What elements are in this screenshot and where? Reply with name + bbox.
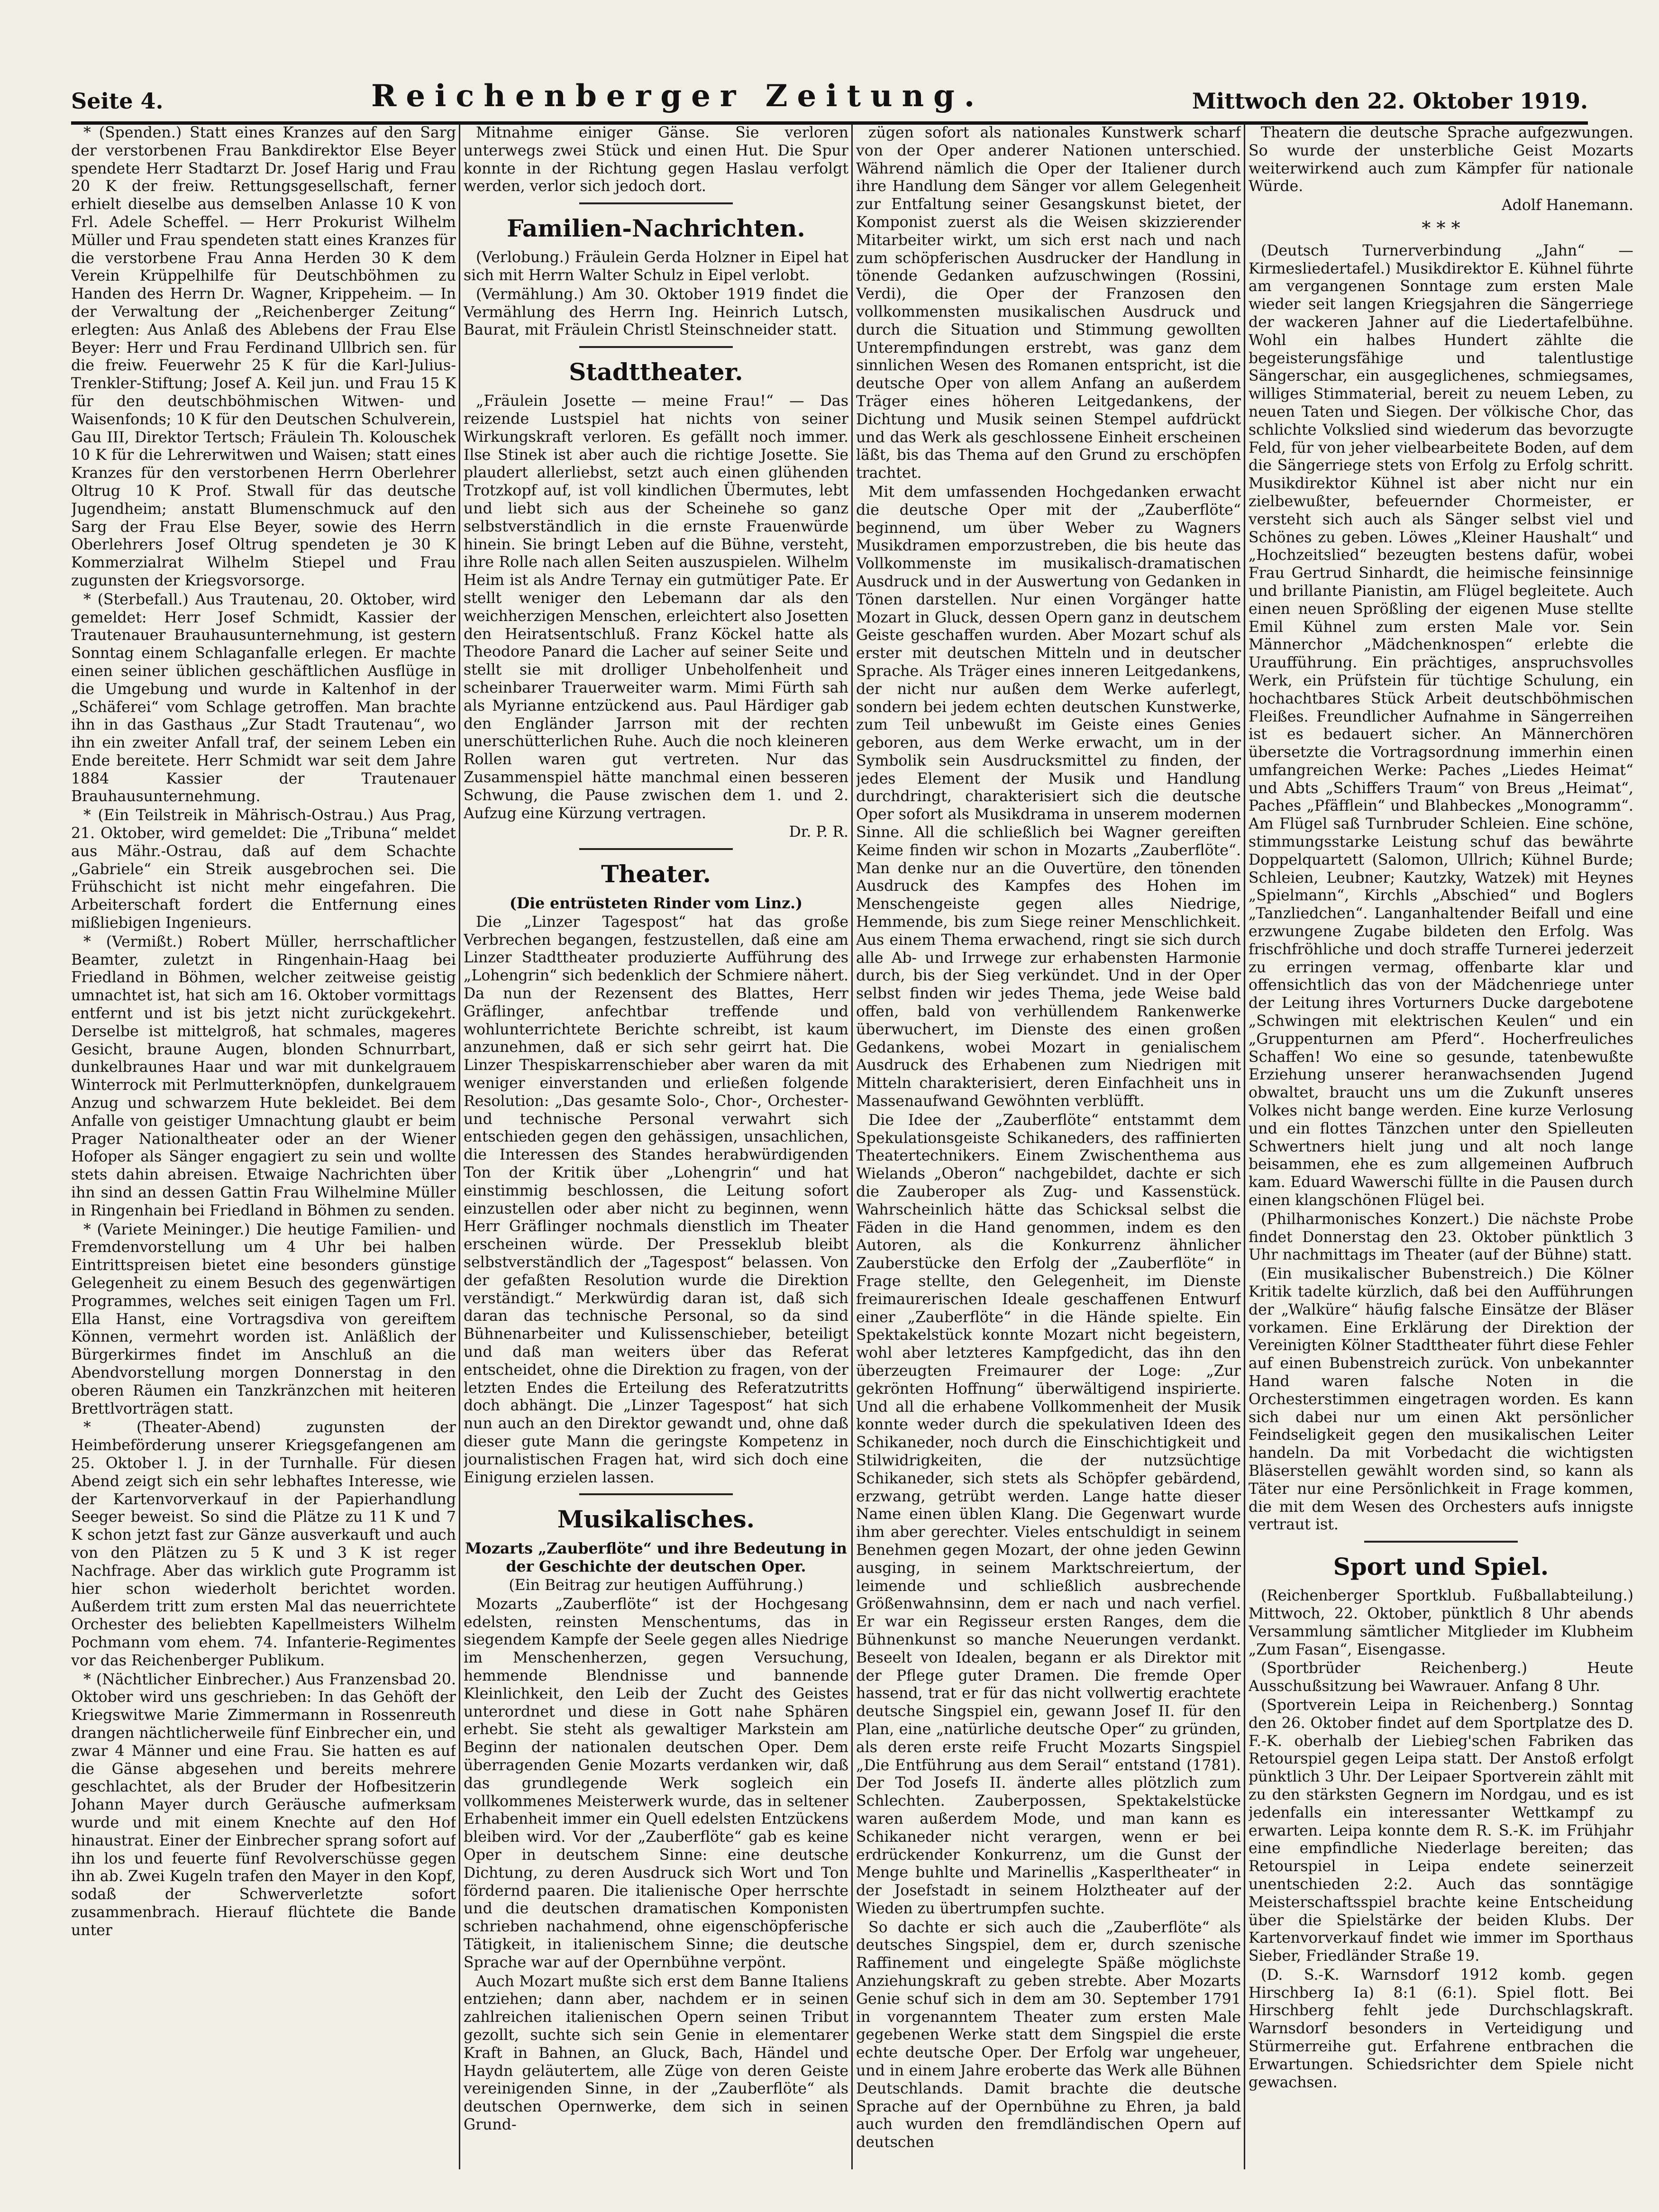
columns	[71, 124, 1633, 2169]
news-item: * (Variete Meininger.) Die heutige Familien- und Fremdenvorstellung um 4 Uhr bei halben Eintrittspreisen bietet eine besonders günstige Gelegenheit zu einem Besuch des gegenwärtigen Programmes, welches seit einigen Tagen um Frl. Ella Hanst, eine Vortragsdiva von gereiftem Können, vermehrt worden ist. Anläßlich der Bürgerkirmes findet im Anschluß an die Abendvorstellung morgen Donnerstag in den oberen Räumen ein Tanzkränzchen mit heiteren Brettlvorträgen statt.	[71, 1221, 456, 1417]
column-rule	[851, 124, 853, 2169]
issue-date: Mittwoch den 22. Oktober 1919.	[1192, 88, 1588, 114]
article-text: So dachte er sich auch die „Zauberflöte“ als deutsches Singspiel, dem er, durch szenische Raffinement und eingelegte Späße möglichste Anziehungskraft zu geben strebte. Aber Mozarts Genie schuf sich in dem am 30. September 1791 in vorgenanntem Theater zum ersten Male gegebenen Werke statt dem Singspiel die erste echte deutsche Oper. Der Erfolg war ungeheuer, und in einem Jahre eroberte das Werk alle Bühnen Deutschlands. Damit brachte die deutsche Sprache auf der Opernbühne zu Ehren, ja bald auch wurden den fremdländischen Opern auf deutschen	[856, 1919, 1241, 2151]
column-2	[464, 124, 848, 2169]
column-rule	[1244, 124, 1245, 2169]
article-subheading-note: (Ein Beitrag zur heutigen Aufführung.)	[509, 1576, 803, 1594]
news-item: (Philharmonisches Konzert.) Die nächste Probe findet Donnerstag den 23. Oktober pünktlich 3 Uhr nachmittags im Theater (auf der Bühne) statt.	[1249, 1210, 1633, 1264]
review-text: „Fräulein Josette — meine Frau!“ — Das reizende Lustspiel hat nichts von seiner Wirkungskraft verloren. Es gefällt noch immer. Ilse Stinek ist aber auch die richtige Josette. Sie plaudert allerliebst, setzt auch einen glühenden Trotzkopf auf, ist voll kindlichen Übermutes, lebt und liebt sich aus der Scheinehe so ganz selbstverständlich in die ernste Frauenwürde hinein. Sie bringt Leben auf die Bühne, versteht, ihre Rolle nach allen Seiten auszuspielen. Wilhelm Heim ist als Andre Ternay ein gutmütiger Pate. Er stellt weniger den Lebemann dar als den weichherzigen Menschen, erleichtert also Josetten den Heiratsentschluß. Franz Köckel hatte als Theodore Panard die Lacher auf seiner Seite und stellt sie mit drolliger Unbeholfenheit und scheinbarer Trauerweiter warm. Mimi Fürth sah als Myrianne entzückend aus. Paul Härdiger gab den Engländer Jarrson mit der rechten unerschütterlichen Ruhe. Auch die noch kleineren Rollen waren gut vertreten. Nur das Zusammenspiel hätte manchmal einen besseren Schwung, die Pause zwischen dem 1. und 2. Aufzug eine Kürzung vertragen.	[464, 393, 848, 822]
column-4	[1249, 124, 1633, 2169]
section-heading-sport: Sport und Spiel.	[1333, 1553, 1549, 1581]
family-item: (Vermählung.) Am 30. Oktober 1919 findet die Vermählung des Herrn Ing. Heinrich Lutsch, Baurat, mit Fräulein Christl Steinschneider statt.	[464, 285, 848, 339]
continued-text: Theatern die deutsche Sprache aufgezwungen. So wurde der unsterbliche Geist Mozarts weiterwirkend auch zum Kämpfer für nationale Würde.	[1249, 124, 1633, 195]
news-item: * (Theater-Abend) zugunsten der Heimbeförderung unserer Kriegsgefangenen am 25. Oktober l. J. in der Turnhalle. Für diesen Abend zeigt sich ein sehr lebhaftes Interesse, wie der Kartenvorverkauf in der Papierhandlung Seeger beweist. So sind die Plätze zu 11 K und 7 K schon jetzt fast zur Gänze ausverkauft und auch von den Plätzen zu 5 K und 3 K ist reger Nachfrage. Aber das wirklich gute Programm ist hier schon wiederholt berichtet worden. Außerdem tritt zum ersten Mal das neuerrichtete Orchester des beliebten Kapellmeisters Wilhelm Pochmann vom ehem. 74. Infanterie-Regimentes vor das Reichenberger Publikum.	[71, 1419, 456, 1669]
masthead: Reichenberger Zeitung.	[371, 78, 984, 114]
page-header	[71, 71, 1588, 125]
news-item: * (Sterbefall.) Aus Trautenau, 20. Oktober, wird gemeldet: Herr Josef Schmidt, Kassier der Trautenauer Brauhausunternehmung, ist gestern Sonntag einem Schlaganfalle erlegen. Er machte einen seiner üblichen geschäftlichen Ausflüge in die Umgebung und wurde in Kaltenhof in der „Schäferei“ vom Schlage getroffen. Man brachte ihn in das Gasthaus „Zur Stadt Trautenau“, wo ihn ein zweiter Anfall traf, der seinem Leben ein Ende bereitete. Herr Schmidt war seit dem Jahre 1884 Kassier der Trautenauer Brauhausunternehmung.	[71, 591, 456, 805]
news-item: (Deutsch Turnerverbindung „Jahn“ — Kirmesliedertafel.) Musikdirektor E. Kühnel führte am vergangenen Sonntage zum ersten Male wieder seit langen Kriegsjahren die Sängerriege der wackeren Jahner auf die Liedertafelbühne. Wohl ein halbes Hundert zählte die begeisterungsfähige und talentlustige Sängerschar, ein ausgeglichenes, schmiegsames, williges Stimmaterial, bereit zu neuem Leben, zu neuen Taten und Siegen. Der völkische Chor, das schlichte Volkslied sind wiederum das bevorzugte Feld, für von jeher vielbearbeitete Boden, auf dem die Sängerriege stets von Erfolg zu Erfolg schritt. Musikdirektor Kühnel ist aber nicht nur ein zielbewußter, befeuernder Chormeister, er versteht sich auch als Sänger selbst viel und Schönes zu geben. Löwes „Kleiner Haushalt“ und „Hochzeitslied“ bezeugten bestens dafür, wobei Frau Gertrud Sinhardt, die heimische feinsinnige und brillante Pianistin, am Flügel begleitete. Auch einen neuen Sprößling der eigenen Muse stellte Emil Kühnel zum ersten Male vor. Sein Männerchor „Mädchenknospen“ erlebte die Uraufführung. Ein prächtiges, anspruchsvolles Werk, ein Prüfstein für tüchtige Schulung, ein hochachtbares Stück Arbeit deutschböhmischen Fleißes. Freundlicher Aufnahme in Sängerreihen ist es bedauert sicher. An Männerchören übersetzte die Vortragsordnung immerhin einen umfangreichen Werke: Paches „Liedes Heimat“ und Abts „Schiffers Traum“ von Breus „Heimat“, Paches „Pfäfflein“ und Blahbeckes „Monogramm“. Am Flügel saß Turnbruder Schleien. Eine schöne, stimmungsstarke Leistung schuf das bewährte Doppelquartett (Salomon, Ullrich; Kühnel Burde; Schleien, Leubner; Kautzky, Watzek) mit Heynes „Spielmann“, Kirchls „Abschied“ und Boglers „Tanzliedchen“. Langanhaltender Beifall und eine erzwungene Zugabe bildeten den Erfolg. Was frischfröhliche und doch straffe Turnerei jederzeit zu erringen vermag, offenbarte klar und offensichtlich das von der Mädchenriege unter der Leitung ihres Vorturners Ducke dargebotene „Schwingen mit elektrischen Keulen“ und ein „Gruppenturnen am Pferd“. Hocherfreuliches Schaffen! Wo eine so gesunde, tatenbewußte Erziehung unserer heranwachsenden Jugend obwaltet, braucht uns um die Zukunft unseres Volkes nicht bange werden. Eine kurze Verlosung und ein flottes Tänzchen unter den Spielleuten Schwertners hielt jung und alt noch lange beisammen, ehe es zum allgemeinen Aufbruch kam. Eduard Wawerschi füllte in die Pausen durch einen klangschönen Flügel bei.	[1249, 242, 1633, 1209]
article-text: zügen sofort als nationales Kunstwerk scharf von der Oper anderer Nationen unterschied. Während nämlich die Oper der Italiener durch ihre Handlung dem Sänger vor allem Gelegenheit zur Entfaltung seiner Gesangskunst bietet, der Komponist zuerst als die Weisen skizzierender Mitarbeiter wirkt, um sich erst nach und nach zum schöpferischen Ausdrucker der Handlung in tönende Gedanken aufzuschwingen (Rossini, Verdi), die Oper der Franzosen den vollkommensten musikalischen Ausdruck und durch die Situation und Stimmung gewollten Unterempfindungen erstrebt, was ganz dem sinnlichen Wesen des Romanen entspricht, ist die deutsche Oper von allem Anfang an außerdem Träger eines höheren Leitgedankens, der Dichtung und Musik seinen Stempel aufdrückt und das Werk als geschlossene Einheit erscheinen läßt, bis das Thema auf den Grund zu erschöpfen trachtet.	[856, 124, 1241, 482]
news-item: * (Spenden.) Statt eines Kranzes auf den Sarg der verstorbenen Frau Bankdirektor Else Beyer spendete Herr Stadtarzt Dr. Josef Harig und Frau 20 K der freiw. Rettungsgesellschaft, ferner erhielt dieselbe aus demselben Anlasse 10 K von Frl. Adele Scheffel. — Herr Prokurist Wilhelm Müller und Frau spendeten statt eines Kranzes für die verstorbene Frau Anna Herden 30 K dem Verein Krüppelhilfe für Deutschböhmen zu Handen des Herrn Dr. Wagner, Krippeheim. — In der Verwaltung der „Reichenberger Zeitung“ erlegten: Aus Anlaß des Ablebens der Frau Else Beyer: Herr und Frau Ferdinand Ullbrich sen. für die freiw. Feuerwehr 25 K für die Karl-Julius-Trenkler-Stiftung; Josef A. Keil jun. und Frau 15 K für den deutschböhmischen Witwen- und Waisenfonds; 10 K für den Deutschen Schulverein, Gau III, Direktor Tertsch; Fräulein Th. Kolouschek 10 K für die Lehrerwitwen und Waisen; statt eines Kranzes für den verstorbenen Herrn Oberlehrer Oltrug 10 K Prof. Stwall für das deutsche Jugendheim; anstatt Blumenschmuck auf den Sarg der Frau Else Beyer, sowie des Herrn Oberlehrers Josef Oltrug spendeten je 30 K Kommerzialrat Wilhelm Stiepel und Frau zugunsten der Kriegsvorsorge.	[71, 124, 456, 589]
section-heading-music: Musikalisches.	[557, 1505, 755, 1534]
article-text: Auch Mozart mußte sich erst dem Banne Italiens entziehen; dann aber, nachdem er in seinen zahlreichen italienischen Opern seinen Tribut gezollt, suchte sich sein Genie in elementarer Kraft in Bahnen, an Gluck, Bach, Händel und Haydn geläutertem, alle Züge von deren Geiste vereinigenden Sinne, in der „Zauberflöte“ als deutschen Opernwerke, dem sich in seinen Grund-	[464, 1973, 848, 2133]
sport-item: (Sportbrüder Reichenberg.) Heute Ausschußsitzung bei Wawrauer. Anfang 8 Uhr.	[1249, 1660, 1633, 1695]
article-text: Die „Linzer Tagespost“ hat das große Verbrechen begangen, festzustellen, daß eine am Linzer Stadttheater produzierte Aufführung des „Lohengrin“ sich bedenklich der Schmiere nähert. Da nun der Rezensent des Blattes, Herr Gräflinger, anfechtbar treffende und wohlunterrichtete Berichte schreibt, ist kaum anzunehmen, daß er sich sehr geirrt hat. Die Linzer Thespiskarrenschieber aber waren da mit weniger einverstanden und erließen folgende Resolution: „Das gesamte Solo-, Chor-, Orchester- und technische Personal verwahrt sich entschieden gegen den gehässigen, unsachlichen, die Interessen des Standes herabwürdigenden Ton der Kritik über „Lohengrin“ und hat einstimmig beschlossen, die Leitung sofort einzustellen oder aber nicht zu beginnen, wenn Herr Gräflinger nochmals dienstlich im Theater erscheinen würde. Der Presseklub bleibt selbstverständlich der „Tagespost“ belassen. Von der gefaßten Resolution wurde die Direktion verständigt.“ Merkwürdig daran ist, daß sich daran das technische Personal, so da sind Bühnenarbeiter und Kulissenschieber, beteiligt und daß man weiters über das Referat entscheidet, ohne die Direktion zu fragen, von der letzten Endes die Erteilung des Referatzutritts doch abhängt. Die „Linzer Tagespost“ hat sich nun auch an den Direktor gewandt und, ohne daß dieser gute Mann die geringste Kompetenz in journalistischen Fragen hat, wird sich doch eine Einigung erzielen lassen.	[464, 913, 848, 1486]
asterism: * * *	[1422, 217, 1460, 238]
sport-item: (Sportverein Leipa in Reichenberg.) Sonntag den 26. Oktober findet auf dem Sportplatze des D. F.-K. oberhalb der Liebieg'schen Fabriken das Retourspiel gegen Leipa statt. Der Anstoß erfolgt pünktlich 3 Uhr. Der Leipaer Sportverein zählt mit zu den stärksten Gegnern im Nordgau, und es ist jedenfalls ein interessanter Wettkampf zu erwarten. Leipa konnte dem R. S.-K. im Frühjahr eine empfindliche Niederlage bereiten; das Retourspiel in Leipa endete seinerzeit unentschieden 2:2. Auch das sonntägige Meisterschaftsspiel brachte keine Entscheidung über die Spielstärke der beiden Klubs. Der Kartenvorverkauf findet wie immer im Sporthaus Sieber, Friedländer Straße 19.	[1249, 1696, 1633, 1965]
author-signature: Dr. P. R.	[789, 823, 848, 841]
section-heading-stadttheater: Stadttheater.	[569, 358, 743, 386]
section-divider	[579, 346, 733, 348]
column-1	[71, 124, 456, 2169]
news-item: * (Ein Teilstreik in Mährisch-Ostrau.) Aus Prag, 21. Oktober, wird gemeldet: Die „Tribuna“ meldet aus Mähr.-Ostrau, daß auf dem Schachte „Gabriele“ ein Streik ausgebrochen sei. Die Frühschicht ist nicht mehr eingefahren. Die Arbeiterschaft fordert die Entfernung eines mißliebigen Ingenieurs.	[71, 807, 456, 932]
news-item: (Ein musikalischer Bubenstreich.) Die Kölner Kritik tadelte kürzlich, daß bei den Aufführungen der „Walküre“ häufig falsche Einsätze der Bläser vorkamen. Eine Erklärung der Direktion der Vereinigten Kölner Stadttheater führt diese Fehler auf einen Bubenstreich zurück. Von unbekannter Hand waren falsche Noten in die Orchesterstimmen eingetragen worden. Es kann sich dabei nur um einen Akt persönlicher Feindseligkeit gegen den musikalischen Leiter handeln. Da mit Vorbedacht die wichtigsten Bläserstellen gewählt worden sind, so kann als Täter nur eine Persönlichkeit in Frage kommen, die mit dem Wesen des Orchesters aufs innigste vertraut ist.	[1249, 1265, 1633, 1534]
section-heading-theater: Theater.	[601, 860, 711, 888]
author-signature: Adolf Hanemann.	[1501, 197, 1633, 214]
article-text: Die Idee der „Zauberflöte“ entstammt dem Spekulationsgeiste Schikaneders, des raffinierten Theatertechnikers. Einem Zwischenthema aus Wielands „Oberon“ nachgebildet, dachte er sich die Zauberoper als Zug- und Kassenstück. Wahrscheinlich hätte das Schicksal selbst die Fäden in die Hand genommen, indem es den Autoren, als die Konkurrenz ähnlicher Zauberstücke den Erfolg der „Zauberflöte“ in Frage stellte, den Gelegenheit, im Dienste freimaurerischen Ideale geschaffenen Entwurf einer „Zauberflöte“ in die Hände spielte. Ein Spektakelstück konnte Mozart nicht begeistern, wohl aber letzteres Kampfgedicht, das ihn den überzeugten Freimaurer der Loge: „Zur gekrönten Hoffnung“ überwältigend inspirierte. Und all die erhabene Vollkommenheit der Musik konnte weder durch die spekulativen Ideen des Schikaneder, noch durch die Einschichtigkeit und Stilwidrigkeiten, die der nutzsüchtige Schikaneder, sich stets als Schöpfer gebärdend, erzwang, getrübt werden. Lange hatte dieser Name einen üblen Klang. Die Gegenwart wurde ihm aber gerechter. Vieles entschuldigt in seinem Benehmen gegen Mozart, der ohne jeden Gewinn ausging, in seinem Marktschreiertum, der leimende und schließlich ausbrechende Größenwahnsinn, dem er nach und nach verfiel. Er war ein Regisseur ersten Ranges, dem die Bühnenkunst so manche Neuerungen verdankt. Beseelt von Idealen, begann er als Direktor mit der Pflege guter Dramen. Die fremde Oper hassend, trat er für das nicht vollwertig erachtete deutsche Singspiel ein, gewann Josef II. für den Plan, eine „natürliche deutsche Oper“ zu gründen, als deren erste reife Frucht Mozarts Singspiel „Die Entführung aus dem Serail“ entstand (1781). Der Tod Josefs II. änderte alles plötzlich zum Schlechten. Zauberpossen, Spektakelstücke waren außerdem Mode, und man kann es Schikaneder nicht verargen, wenn er bei erdrückender Konkurrenz, um die Gunst der Menge buhlte und Marinellis „Kasperltheater“ in der Josefstadt in seinem Holztheater auf der Wieden zu übertrumpfen suchte.	[856, 1111, 1241, 1917]
news-item: * (Vermißt.) Robert Müller, herrschaftlicher Beamter, zuletzt in Ringenhain-Haag bei Friedland in Böhmen, welcher zeitweise geistig umnachtet ist, hat sich am 16. Oktober vormittags entfernt und ist bis jetzt nicht zurückgekehrt. Derselbe ist mittelgroß, hat schmales, mageres Gesicht, braune Augen, blonden Schnurrbart, dunkelbraunes Haar und war mit dunkelgrauem Winterrock mit Perlmutterknöpfen, dunkelgrauem Anzug und schwarzem Hute bekleidet. Bei dem Anfalle von geistiger Umnachtung glaubt er beim Prager Nationaltheater oder an der Wiener Hofoper als Sänger engagiert zu sein und wollte stets dahin abreisen. Etwaige Nachrichten über ihn sind an dessen Gattin Frau Wilhelmine Müller in Ringenhain bei Friedland in Böhmen zu senden.	[71, 933, 456, 1219]
article-text: Mozarts „Zauberflöte“ ist der Hochgesang edelsten, reinsten Menschentums, das in siegendem Kampfe der Seele gegen alles Niedrige im Menschenherzen, gegen Versuchung, hemmende Blendnisse und bannende Kleinlichkeit, den Leib der Zucht des Geistes unterordnet und diese in Gott nahe Sphären erhebt. Sie steht als gewaltiger Markstein am Beginn der nationalen deutschen Oper. Dem überragenden Genie Mozarts verdanken wir, daß das grundlegende Werk sogleich ein vollkommenes Meisterwerk wurde, das in seltener Erhabenheit immer ein Quell edelsten Entzückens bleiben wird. Vor der „Zauberflöte“ gab es keine Oper in deutschem Sinne: eine deutsche Dichtung, zu deren Ausdruck sich Wort und Ton fördernd paaren. Die italienische Oper herrschte und die deutschen dramatischen Komponisten schrieben nachahmend, ohne eigenschöpferische Tätigkeit, in italienischem Sinne; die deutsche Sprache war auf der Opernbühne verpönt.	[464, 1595, 848, 1971]
column-3	[856, 124, 1241, 2169]
section-heading-family: Familien-Nachrichten.	[507, 214, 805, 243]
article-text: Mit dem umfassenden Hochgedanken erwacht die deutsche Oper mit der „Zauberflöte“ beginnend, um über Weber zu Wagners Musikdramen emporzustreben, die bis heute das Vollkommenste im musikalisch-dramatischen Ausdruck und in der Auswertung von Gedanken in Tönen darstellen. Nur einen Vorgänger hatte Mozart in Gluck, dessen Opern ganz in deutschem Geiste geschaffen wurden. Aber Mozart schuf als erster mit deutschen Mitteln und in deutscher Sprache. Als Träger eines inneren Leitgedankens, der nicht nur außen dem Werke auferlegt, sondern bei jedem echten deutschen Kunstwerke, zum Teil unbewußt im Geiste eines Genies geboren, aus dem Werke erwacht, um in der Symbolik sein Ausdrucksmittel zu finden, der jedes Element der Musik und Handlung durchdringt, charakterisiert sich die deutsche Oper sofort als Musikdrama in unserem modernen Sinne. All die schließlich bei Wagner gereiften Keime finden wir schon in Mozarts „Zauberflöte“. Man denke nur an die Ouvertüre, den tönenden Ausdruck des Kampfes des Hohen im Menschengeiste gegen alles Niedrige, Hemmende, bis zum Siege reiner Menschlichkeit. Aus einem Thema erwachend, ringt sie sich durch alle Ab- und Irrwege zur erhabensten Harmonie durch, bis der Sieg verkündet. Und in der Oper selbst finden wir jedes Thema, jede Weise bald offen, bald von verhüllendem Rankenwerke überwuchert, im Dienste des einen großen Gedankens, wobei Mozart in genialischem Ausdruck des Erhabenen zum Niedrigen mit Mitteln charakterisiert, deren Einfachheit uns in Massenaufwand Gewöhnten verblüfft.	[856, 483, 1241, 1110]
section-divider	[579, 202, 733, 204]
news-item: * (Nächtlicher Einbrecher.) Aus Franzensbad 20. Oktober wird uns geschrieben: In das Gehöft der Kriegswitwe Marie Zimmermann in Rossenreuth drangen nächtlicherweile fünf Einbrecher ein, und zwar 4 Männer und eine Frau. Sie hatten es auf die Gänse abgesehen und bereits mehrere geschlachtet, als der Bruder der Hofbesitzerin Johann Mayer durch Geräusche aufmerksam wurde und mit einem Knechte auf den Hof hinaustrat. Einer der Einbrecher sprang sofort auf ihn los und feuerte fünf Revolverschüsse gegen ihn ab. Zwei Kugeln trafen den Mayer in den Kopf, sodaß der Schwerverletzte sofort zusammenbrach. Hierauf flüchtete die Bande unter	[71, 1671, 456, 1939]
family-item: (Verlobung.) Fräulein Gerda Holzner in Eipel hat sich mit Herrn Walter Schulz in Eipel verlobt.	[464, 249, 848, 284]
sport-item: (D. S.-K. Warnsdorf 1912 komb. gegen Hirschberg Ia) 8:1 (6:1). Spiel flott. Bei Hirschberg fehlt jede Durchschlagskraft. Warnsdorf besonders in Verteidigung und Stürmerreihe gut. Erfahrene entbrachen die Erwartungen. Schiedsrichter dem Spiele nicht gewachsen.	[1249, 1966, 1633, 2091]
continued-text: Mitnahme einiger Gänse. Sie verloren unterwegs zwei Stück und einen Hut. Die Spur konnte in der Richtung gegen Haslau verfolgt werden, verlor sich jedoch dort.	[464, 124, 848, 195]
section-divider	[579, 848, 733, 850]
article-subheading: (Die entrüsteten Rinder vom Linz.)	[509, 895, 803, 913]
sport-item: (Reichenberger Sportklub. Fußballabteilung.) Mittwoch, 22. Oktober, pünktlich 8 Uhr abends Versammlung sämtlicher Mitglieder im Klubheim „Zum Fasan“, Eisengasse.	[1249, 1587, 1633, 1658]
section-divider	[579, 1493, 733, 1495]
section-divider	[1364, 1541, 1518, 1543]
page-number: Seite 4.	[71, 88, 164, 114]
article-subheading: Mozarts „Zauberflöte“ und ihre Bedeutung in der Geschichte der deutschen Oper.	[465, 1540, 847, 1576]
column-rule	[459, 124, 460, 2169]
